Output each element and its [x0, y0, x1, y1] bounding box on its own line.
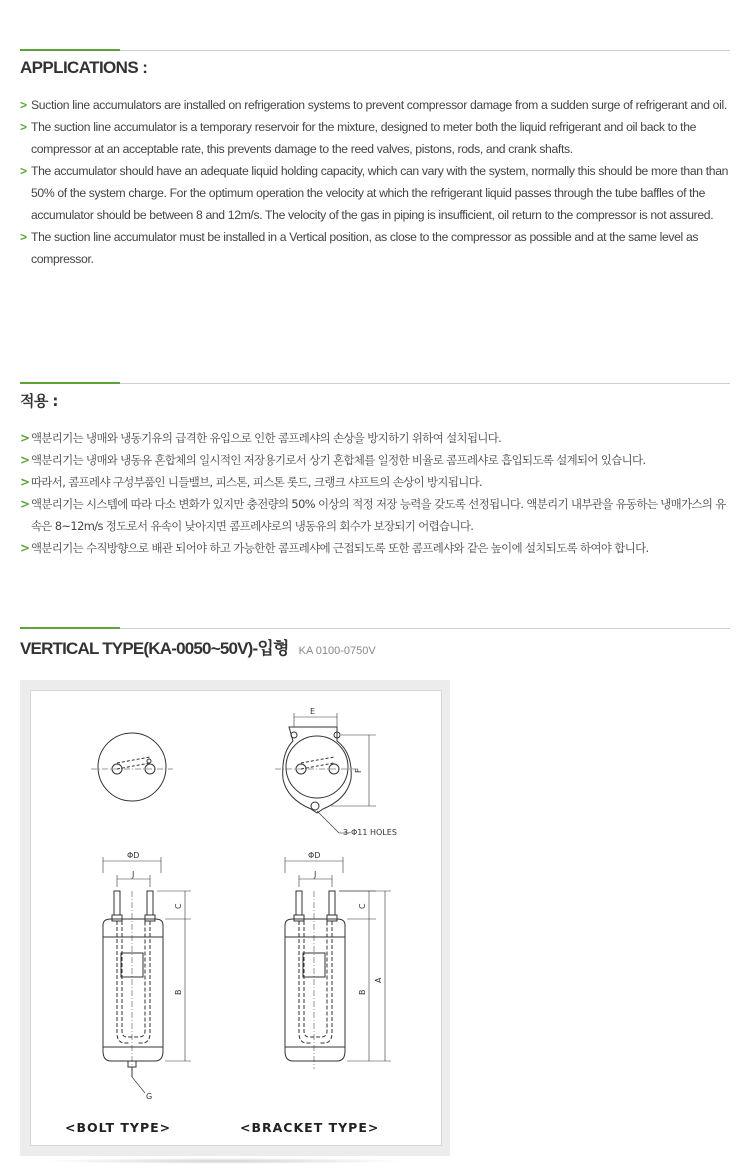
drawing-shadow: [40, 1158, 410, 1164]
divider-accent: [20, 49, 120, 51]
dimension-label-od: ΦD: [308, 851, 321, 860]
section-divider: [20, 628, 730, 629]
bullet-icon: >: [20, 164, 27, 178]
applications-section: [20, 50, 730, 270]
technical-drawing: [31, 691, 441, 1145]
bolt-top-view: [91, 733, 173, 801]
dimension-label-b: B: [358, 989, 367, 995]
dimension-label-c: C: [174, 903, 183, 909]
bullet-icon: >: [20, 98, 27, 112]
section-divider: [20, 383, 730, 384]
vertical-type-title: VERTICAL TYPE(KA-0050~50V)-입형 KA 0100-0750V: [20, 639, 376, 658]
dimension-label-c: C: [358, 903, 367, 909]
bullet-icon: >: [20, 497, 30, 511]
korean-section: [20, 383, 730, 559]
applications-heading: APPLICATIONS :: [20, 58, 148, 77]
vertical-type-subtitle: KA 0100-0750V: [298, 645, 376, 657]
bracket-top-view: [275, 707, 397, 837]
korean-heading: 적용 :: [20, 392, 58, 410]
list-item: > The suction line accumulator is a temporary reservoir for the mixture, designed to meter both the liquid refrigerant and oil back to the compressor at an acceptable rate, this prevents damage to the reed valves, pistons, rods, and crank shafts.: [20, 116, 730, 160]
vertical-type-section: [20, 628, 730, 659]
bracket-side-view: [285, 851, 391, 1069]
drawing-frame: [30, 690, 442, 1146]
divider-accent: [20, 627, 120, 629]
dimension-label-od: ΦD: [127, 851, 140, 860]
dimension-label-g: G: [146, 1092, 153, 1101]
dimension-label-f: F: [354, 768, 363, 773]
dimension-label-e: E: [310, 707, 316, 716]
list-item: > 액분리기는 시스템에 따라 다소 변화가 있지만 충전량의 50% 이상의 적정 저장 능력을 갖도록 선정됩니다. 액분리기 내부관을 유동하는 냉매가스의 유속은 8~12m/s 정도로서 유속이 낮아지면 콤프레샤로의 냉동유의 회수가 보장되기 어렵습니다.: [20, 493, 730, 537]
list-item: > 액분리기는 수직방향으로 배관 되어야 하고 가능한한 콤프레샤에 근접되도록 또한 콤프레샤와 같은 높이에 설치되도록 하여야 합니다.: [20, 537, 730, 559]
korean-list: [20, 427, 730, 559]
bolt-type-caption: <BOLT TYPE>: [65, 1120, 172, 1135]
dimension-label-j: J: [132, 870, 135, 879]
applications-list: [20, 94, 730, 270]
bullet-icon: >: [20, 230, 27, 244]
holes-label: 3-Φ11 HOLES: [343, 828, 397, 837]
bullet-icon: >: [20, 475, 30, 489]
list-item: > 액분리기는 냉매와 냉동기유의 급격한 유입으로 인한 콤프레샤의 손상을 방지하기 위하여 설치됩니다.: [20, 427, 730, 449]
bolt-side-view: [103, 851, 191, 1101]
list-item: > 따라서, 콤프레샤 구성부품인 니들밸브, 피스톤, 피스톤 롯드, 크랭크 샤프트의 손상이 방지됩니다.: [20, 471, 730, 493]
drawing-panel: [20, 680, 450, 1156]
bracket-type-caption: <BRACKET TYPE>: [240, 1120, 380, 1135]
section-divider: [20, 50, 730, 51]
dimension-label-j: J: [314, 870, 317, 879]
list-item: > The accumulator should have an adequate liquid holding capacity, which can vary with the system, normally this should be more than than 50% of the system charge. For the optimum operation the velocity at which the refrigerant liquid passes through the tube baffles of the accumulator should be between 8 and 12m/s. The velocity of the gas in piping is insufficient, oil return to the compressor is not assured.: [20, 160, 730, 226]
dimension-label-a: A: [374, 977, 383, 983]
bullet-icon: >: [20, 120, 27, 134]
list-item: > The suction line accumulator must be installed in a Vertical position, as close to the compressor as possible and at the same level as compressor.: [20, 226, 730, 270]
bullet-icon: >: [20, 453, 30, 467]
list-item: > 액분리기는 냉매와 냉동유 혼합체의 일시적인 저장용기로서 상기 혼합체를 일정한 비율로 콤프레샤로 흡입되도록 설계되어 있습니다.: [20, 449, 730, 471]
bullet-icon: >: [20, 431, 30, 445]
divider-accent: [20, 382, 120, 384]
list-item: > Suction line accumulators are installed on refrigeration systems to prevent compressor damage from a sudden surge of refrigerant and oil.: [20, 94, 730, 116]
dimension-label-b: B: [174, 989, 183, 995]
bullet-icon: >: [20, 541, 30, 555]
